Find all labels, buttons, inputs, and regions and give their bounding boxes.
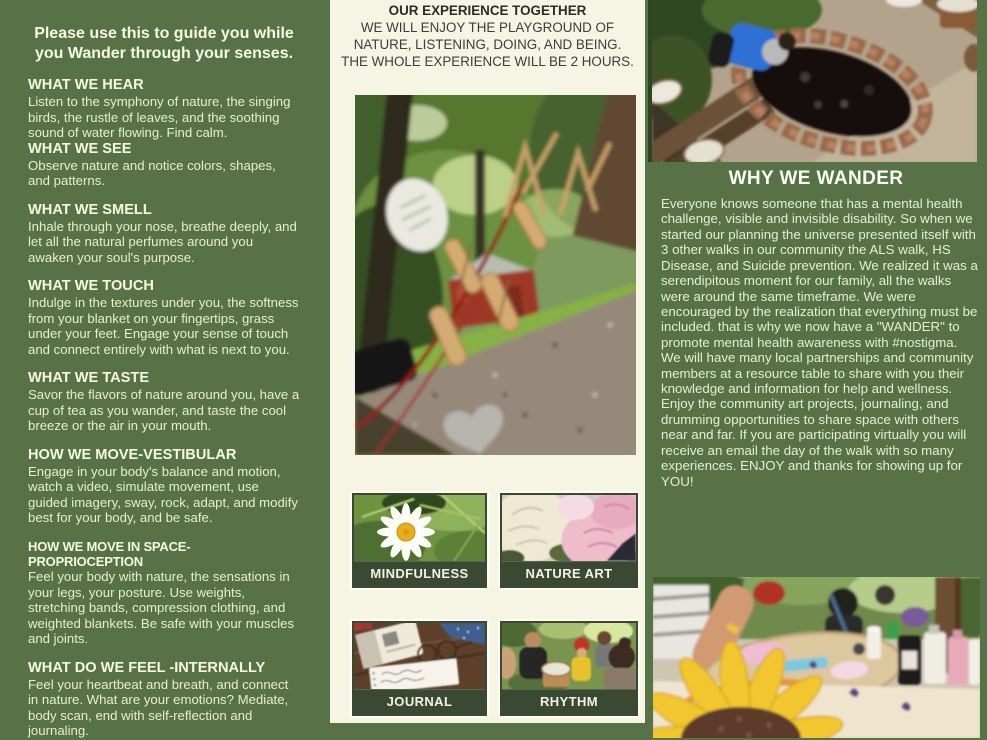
section-heading: WHAT WE SMELL xyxy=(28,201,152,218)
tile-journal xyxy=(352,621,487,716)
tile-rhythm xyxy=(500,621,638,716)
section-body: Engage in your body's balance and motion, watch a video, simulate movement, use guided imagery, sway, rock, adapt, and modify best for your body, and be safe. xyxy=(28,463,298,526)
senses-guide-panel xyxy=(0,0,330,740)
experience-block xyxy=(330,0,645,71)
experience-body: WE WILL ENJOY THE PLAYGROUND OF NATURE, LISTENING, DOING, AND BEING. THE WHOLE EXPERIENCE WILL BE 2 HOURS. xyxy=(341,19,634,69)
section-body: Feel your heartbeat and breath, and connect in nature. What are your emotions? Mediate, body scan, end with self-reflection and journaling. xyxy=(28,676,289,739)
section-body: Observe nature and notice colors, shapes, and patterns. xyxy=(28,157,276,189)
section-body: Listen to the symphony of nature, the singing birds, the rustle of leaves, and the soothing sound of water flowing. Find calm. xyxy=(28,94,291,141)
tile-label: NATURE ART xyxy=(502,561,636,585)
section-heading: WHAT WE TASTE xyxy=(28,370,150,387)
section-move-vestibular xyxy=(28,447,300,526)
section-heading: WHAT WE TOUCH xyxy=(28,278,154,295)
section-move-proprioception xyxy=(28,539,300,647)
fire-pit-photo-image xyxy=(648,0,977,162)
section-body: Inhale through your nose, breathe deeply, and let all the natural perfumes around you awaken your soul's purpose. xyxy=(28,218,297,265)
senses-guide-title: Please use this to guide you while you Wander through your senses. xyxy=(34,25,294,62)
why-we-wander-panel xyxy=(645,0,987,740)
rhythm-drumming-image xyxy=(502,623,636,689)
why-we-wander-title: WHY WE WANDER xyxy=(728,168,904,189)
art-table-photo-image xyxy=(653,577,980,738)
tile-label: RHYTHM xyxy=(502,689,636,713)
section-heading: HOW WE MOVE IN SPACE-PROPRIOCEPTION xyxy=(28,538,191,569)
section-heading: WHAT WE HEAR xyxy=(28,77,144,94)
section-what-we-touch xyxy=(28,278,300,357)
experience-panel xyxy=(330,0,645,723)
section-what-we-hear xyxy=(28,77,300,141)
section-heading: HOW WE MOVE-VESTIBULAR xyxy=(28,446,237,463)
nature-art-peonies-image xyxy=(502,495,636,561)
journal-desk-image xyxy=(354,623,485,689)
section-heading: WHAT WE SEE xyxy=(28,140,132,157)
section-body: Savor the flavors of nature around you, have a cup of tea as you wander, and taste the cool breeze or the air in your mouth. xyxy=(28,387,300,434)
tile-label: JOURNAL xyxy=(354,689,485,713)
section-body: Feel your body with nature, the sensations in your legs, your posture. Use weights, stretching bands, compression clothing, and weighted blankets. Be safe with your muscles and joints. xyxy=(28,569,295,647)
section-what-we-see xyxy=(28,141,300,189)
playground-photo-image xyxy=(355,95,636,455)
section-what-we-smell xyxy=(28,202,300,266)
tile-nature-art xyxy=(500,493,638,588)
mindfulness-daisy-image xyxy=(354,495,485,561)
tile-mindfulness xyxy=(352,493,487,588)
why-we-wander-text xyxy=(661,196,979,489)
experience-title: OUR EXPERIENCE TOGETHER xyxy=(388,3,587,18)
tile-label: MINDFULNESS xyxy=(354,561,485,585)
section-feel-internally xyxy=(28,660,300,739)
section-body: Indulge in the textures under you, the softness from your blanket on your fingertips, grass under your feet. Engage your sense of touch and connect entirely with what is next to you. xyxy=(28,295,299,357)
paragraph: Enjoy the community art projects, journaling, and drumming opportunities to share space with others near and far. If you are participating virtually you will receive an email the day of the walk with so many experiences. ENJOY and thanks for showing up for YOU! xyxy=(661,396,967,489)
paragraph: We will have many local partnerships and community members at a resource table to share with you their knowledge and information for help and wellness. xyxy=(661,350,974,397)
section-what-we-taste xyxy=(28,370,300,434)
paragraph: Everyone knows someone that has a mental health challenge, visible and invisible disability. So when we started our planning the universe presented itself with 3 other walks in our community the ALS walk, HS Disease, and Suicide prevention. We realized it was a serendipitous moment for our family, all the walks were around the same timeframe. We were encouraged by the realization that everything must be included. that is why we now have a "WANDER" to promote mental health awareness with #nostigma. xyxy=(661,196,978,350)
section-heading: WHAT DO WE FEEL -INTERNALLY xyxy=(28,659,266,676)
